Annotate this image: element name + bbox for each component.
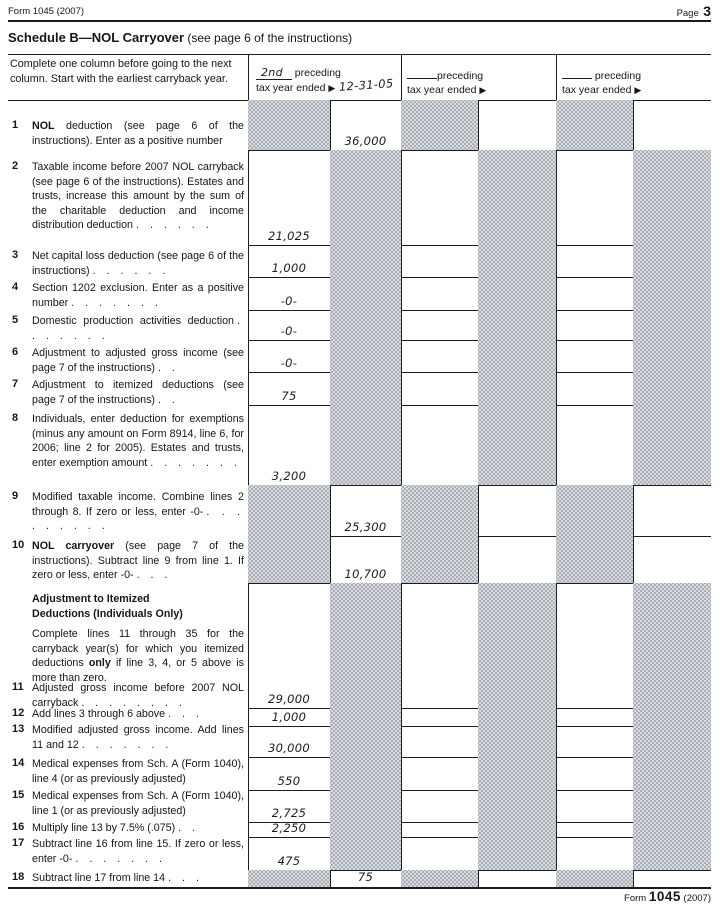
- entry-line: [248, 310, 330, 311]
- line-15-entry-value[interactable]: 2,725: [271, 806, 307, 820]
- line-3-description: 3 Net capital loss deduction (see page 6 of the instructions) . . . . . .: [12, 249, 244, 277]
- line-4-entry-value[interactable]: -0-: [280, 294, 298, 308]
- entry-line: [401, 822, 478, 823]
- itemized-deductions-section-heading: Adjustment to Itemized Deductions (Individuals Only): [32, 593, 183, 620]
- line-2-entry-value[interactable]: 21,025: [267, 229, 311, 243]
- line-12-entry-value[interactable]: 1,000: [271, 710, 307, 724]
- entry-line: [401, 837, 478, 838]
- line-11-entry-value[interactable]: 29,000: [267, 692, 311, 706]
- schedule-title: [8, 29, 352, 47]
- entry-line: [556, 310, 633, 311]
- table-instructions: Complete one column before going to the next column. Start with the earliest carryback year.: [10, 58, 232, 85]
- page-word: Page: [676, 8, 699, 19]
- line-1-entry-value[interactable]: 36,000: [344, 134, 387, 148]
- itemized-deductions-section-note: Complete lines 11 through 35 for the carryback year(s) for which you itemized deductions only if line 3, 4, or 5 above is more than zero.: [32, 628, 244, 684]
- entry-line: [401, 277, 478, 278]
- entry-line: [330, 536, 401, 537]
- shaded-cell: [401, 870, 478, 887]
- line-16-entry-value[interactable]: 2,250: [271, 821, 307, 835]
- entry-line: [556, 277, 633, 278]
- grid-vline: [401, 54, 402, 888]
- arrow-icon: ▶: [479, 85, 487, 95]
- footer-form-number: 1045: [648, 889, 681, 904]
- line-13-description: 13 Modified adjusted gross income. Add lines 11 and 12 . . . . . . .: [12, 723, 244, 751]
- entry-line: [556, 790, 633, 791]
- line-14-entry-value[interactable]: 550: [277, 774, 301, 788]
- arrow-icon: ▶: [634, 85, 642, 95]
- entry-line: [556, 405, 633, 406]
- line-17-entry-value[interactable]: 475: [277, 854, 301, 868]
- shaded-cell: [248, 100, 330, 150]
- form-id-header: Form 1045 (2007): [8, 6, 85, 17]
- line-8-entry-value[interactable]: 3,200: [271, 469, 307, 483]
- line-10-entry-value[interactable]: 10,700: [344, 567, 387, 581]
- column3-header: preceding tax year ended ▶: [562, 70, 642, 96]
- shaded-cell: [556, 485, 633, 583]
- shaded-cell: [330, 150, 401, 485]
- shaded-cell: [330, 583, 401, 870]
- shaded-cell: [633, 583, 711, 870]
- shaded-cell: [478, 583, 556, 870]
- table-top-rule: [8, 54, 711, 55]
- line-9-entry-value[interactable]: 25,300: [344, 520, 387, 534]
- line-5-entry-value[interactable]: -0-: [280, 324, 298, 338]
- column2-header: preceding tax year ended ▶: [407, 70, 487, 96]
- shaded-cell: [401, 485, 478, 583]
- entry-line: [401, 726, 478, 727]
- page-footer: [624, 889, 711, 904]
- grid-vline: [556, 54, 557, 888]
- table-bottom-rule: [8, 887, 711, 889]
- entry-line: [478, 536, 556, 537]
- line-10-description: 10 NOL carryover (see page 7 of the instructions). Subtract line 9 from line 1. If zero or less, enter -0- . . .: [12, 539, 244, 581]
- entry-line: [556, 245, 633, 246]
- entry-line: [248, 726, 330, 727]
- line-1-description: 1 NOL deduction (see page 6 of the instructions). Enter as a positive number: [12, 119, 244, 147]
- shaded-cell: [556, 100, 633, 150]
- shaded-cell: [633, 150, 711, 485]
- entry-line: [248, 837, 330, 838]
- entry-line: [248, 277, 330, 278]
- line-12-description: 12 Add lines 3 through 6 above . . .: [12, 707, 203, 720]
- ordinal-field-col1[interactable]: 2nd: [256, 66, 292, 80]
- line-14-description: 14 Medical expenses from Sch. A (Form 1040), line 4 (or as previously adjusted): [12, 757, 244, 785]
- line-15-description: 15 Medical expenses from Sch. A (Form 1040), line 1 (or as previously adjusted): [12, 789, 244, 817]
- year-ended-field-col1[interactable]: 12-31-05: [338, 76, 395, 94]
- shaded-cell: [401, 100, 478, 150]
- line-18-description: 18 Subtract line 17 from line 14 . . .: [12, 871, 203, 884]
- shaded-cell: [248, 485, 330, 583]
- line-16-description: 16 Multiply line 13 by 7.5% (.075) . .: [12, 821, 200, 834]
- shaded-cell: [478, 150, 556, 485]
- page-number-header: [677, 3, 711, 21]
- entry-line: [248, 372, 330, 373]
- line-17-description: 17 Subtract line 16 from line 15. If zero or less, enter -0- . . . . . . .: [12, 837, 244, 865]
- page-number: 3: [703, 3, 711, 19]
- line-18-entry-value[interactable]: 75: [357, 870, 374, 884]
- entry-line: [556, 340, 633, 341]
- schedule-title-paren: (see page 6 of the instructions): [184, 31, 353, 45]
- entry-line: [556, 757, 633, 758]
- line-3-entry-value[interactable]: 1,000: [271, 261, 307, 275]
- entry-line: [401, 708, 478, 709]
- entry-line: [248, 340, 330, 341]
- entry-line: [401, 310, 478, 311]
- header-rule: [8, 20, 711, 22]
- line-6-entry-value[interactable]: -0-: [280, 356, 298, 370]
- shaded-cell: [556, 870, 633, 887]
- line-9-description: 9 Modified taxable income. Combine lines 2 through 8. If zero or less, enter -0- . . . . . . . . .: [12, 490, 244, 532]
- schedule-title-bold: Schedule B—NOL Carryover: [8, 30, 185, 45]
- line-2-description: 2 Taxable income before 2007 NOL carryback (see page 6 of the instructions). Estates and trusts, increase this amount by the sum of the charitable deduction and income distribution deduction . . . . . .: [12, 160, 244, 231]
- entry-line: [401, 372, 478, 373]
- line-8-description: 8 Individuals, enter deduction for exemptions (minus any amount on Form 8914, line 6, for 2006; line 2 for 2005). Estates and trusts, enter exemption amount . . . . . . .: [12, 412, 244, 469]
- ordinal-field-col3[interactable]: [562, 68, 592, 79]
- line-7-entry-value[interactable]: 75: [281, 389, 297, 403]
- entry-line: [556, 708, 633, 709]
- line-7-description: 7 Adjustment to itemized deductions (see page 7 of the instructions) . .: [12, 378, 244, 406]
- entry-line: [556, 726, 633, 727]
- footer-form-year: (2007): [683, 893, 711, 904]
- entry-line: [248, 757, 330, 758]
- entry-line: [633, 536, 711, 537]
- footer-form-word: Form: [624, 893, 647, 904]
- entry-line: [248, 790, 330, 791]
- line-6-description: 6 Adjustment to adjusted gross income (see page 7 of the instructions) . .: [12, 346, 244, 374]
- arrow-icon: ▶: [328, 83, 336, 93]
- entry-line: [401, 757, 478, 758]
- line-5-description: 5 Domestic production activities deduction . . . . . . .: [12, 314, 244, 342]
- entry-line: [401, 245, 478, 246]
- entry-line: [401, 340, 478, 341]
- entry-line: [556, 822, 633, 823]
- entry-line: [248, 245, 330, 246]
- line-13-entry-value[interactable]: 30,000: [267, 741, 311, 755]
- ordinal-field-col2[interactable]: [407, 68, 437, 79]
- line-11-description: 11 Adjusted gross income before 2007 NOL carryback . . . . . . . .: [12, 681, 244, 709]
- entry-line: [556, 837, 633, 838]
- column1-header: 2nd preceding tax year ended ▶ 12-31-05: [256, 66, 395, 94]
- entry-line: [401, 790, 478, 791]
- entry-line: [556, 372, 633, 373]
- entry-line: [401, 405, 478, 406]
- shaded-cell: [248, 870, 330, 887]
- entry-line: [248, 405, 330, 406]
- line-4-description: 4 Section 1202 exclusion. Enter as a positive number . . . . . . .: [12, 281, 244, 309]
